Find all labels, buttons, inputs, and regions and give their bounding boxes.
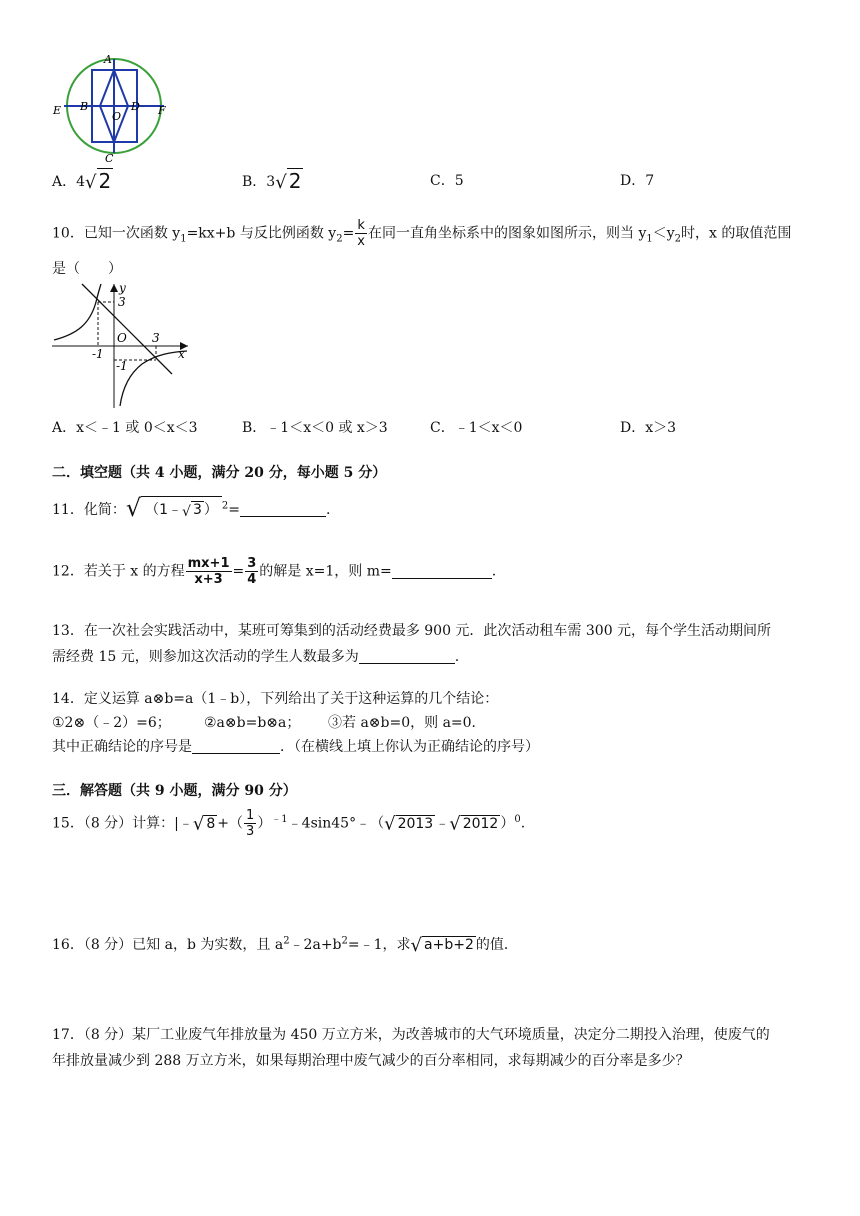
q14-conclusion-1: ①2⊗（﹣2）=6； xyxy=(52,715,171,731)
q9-option-c[interactable]: C．5 xyxy=(430,173,464,189)
q12-answer-blank[interactable] xyxy=(392,564,492,579)
q10-option-b[interactable]: B．﹣1＜x＜0 或 x＞3 xyxy=(242,420,388,436)
graph-y-label: y xyxy=(119,282,126,295)
label-O: O xyxy=(112,110,122,123)
q14-conclusion-2: ②a⊗b=b⊗a； xyxy=(204,715,301,731)
q14-answer-blank[interactable] xyxy=(192,739,280,754)
q10-option-a[interactable]: A．x＜﹣1 或 0＜x＜3 xyxy=(52,420,198,436)
q13-line1: 13．在一次社会实践活动中，某班可筹集到的活动经费最多 900 元．此次活动租车需 300 元，每个学生活动期间所 xyxy=(52,623,772,639)
q15: 15．（8 分）计算：|﹣√ 8 +（ $\frac{1}{3}$ ）$^{﹣1}$﹣4sin45°﹣（√ 2013 ﹣√ 2012 ）$^0$. xyxy=(52,808,526,839)
label-E: E xyxy=(53,104,62,117)
q11-answer-blank[interactable] xyxy=(240,502,326,517)
q10-stem: 10．已知一次函数 $y_1=kx+b$ 与反比例函数 $y_2=$ $\frac{k}{x}$ 在同一直角坐标系中的图象如图所示，则当 $y_1<y_2$时，x 的取值范围 xyxy=(52,218,792,249)
q13-line2: 需经费 15 元，则参加这次活动的学生人数最多为 . xyxy=(52,649,460,665)
section-3-heading: 三．解答题（共 9 小题，满分 90 分） xyxy=(52,783,297,799)
q11: 11．化简：√ （1﹣√ 3 ） $^2$= . xyxy=(52,494,331,522)
q9-circle-figure xyxy=(52,52,172,164)
q16: 16．（8 分）已知 a，b 为实数，且 $a^2﹣2a+b^2=﹣1$，求√ a+b+2 的值． xyxy=(52,935,518,956)
q17-line1: 17．（8 分）某厂工业废气年排放量为 450 万立方米，为改善城市的大气环境质量，决定分二期投入治理，使废气的 xyxy=(52,1027,770,1043)
graph-neg1-x: -1 xyxy=(92,347,104,361)
q17-line2: 年排放量减少到 288 万立方米，如果每期治理中废气减少的百分率相同，求每期减少的百分率是多少？ xyxy=(52,1053,690,1069)
q9-option-a[interactable]: A．4√ 2 xyxy=(52,169,112,193)
q14-line1: 14．定义运算 a⊗b=a（1﹣b），下列给出了关于这种运算的几个结论： xyxy=(52,691,499,707)
q9-option-d[interactable]: D．7 xyxy=(620,173,655,189)
q14-line3: 其中正确结论的序号是 ．（在横线上填上你认为正确结论的序号） xyxy=(52,739,539,755)
q10-graph xyxy=(52,282,192,410)
q14-conclusion-3: ③若 a⊗b=0，则 a=0． xyxy=(328,715,486,731)
label-C: C xyxy=(105,152,114,164)
label-F: F xyxy=(158,104,166,117)
graph-origin-label: O xyxy=(117,331,127,345)
section-2-heading: 二．填空题（共 4 小题，满分 20 分，每小题 5 分） xyxy=(52,465,387,481)
q9-option-b[interactable]: B．3√ 2 xyxy=(242,169,302,193)
q13-answer-blank[interactable] xyxy=(359,649,455,664)
q12: 12．若关于 x 的方程 $\frac{mx+1}{x+3}$ = $\frac{3}{4}$ 的解是 x=1，则 m= . xyxy=(52,556,497,587)
q10-stem-line2: 是（ ） xyxy=(52,261,122,277)
graph-x-label: x xyxy=(178,347,185,361)
q10-option-c[interactable]: C．﹣1＜x＜0 xyxy=(430,420,523,436)
label-B: B xyxy=(80,100,89,113)
graph-three-y: 3 xyxy=(118,295,126,309)
graph-neg1-y: -1 xyxy=(116,359,128,373)
label-D: D xyxy=(131,100,140,113)
graph-three-x: 3 xyxy=(152,331,160,345)
label-A: A xyxy=(104,53,112,66)
q10-option-d[interactable]: D．x＞3 xyxy=(620,420,677,436)
